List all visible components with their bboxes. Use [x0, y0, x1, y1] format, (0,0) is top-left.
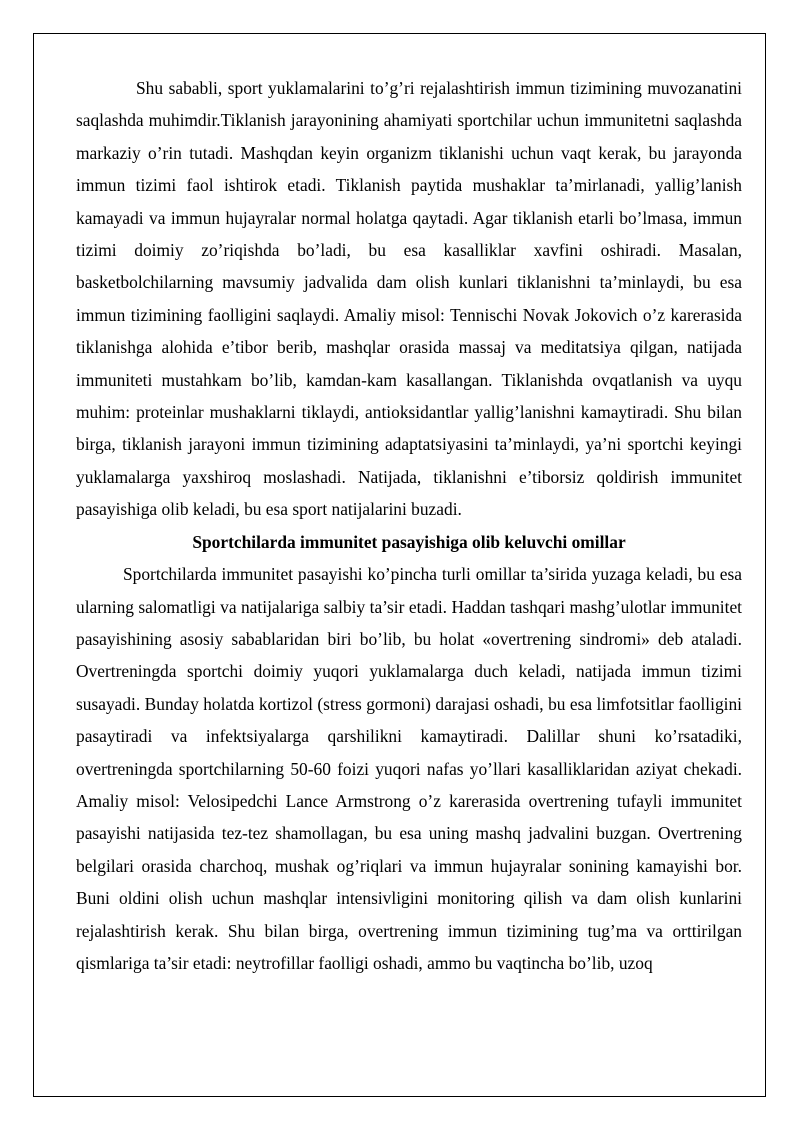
body-paragraph: Sportchilarda immunitet pasayishi ko’pincha turli omillar ta’sirida yuzaga keladi, bu esa ularning salomatligi va natijalariga salbiy ta’sir etadi. Haddan tashqari mashg’ulotlar immunitet pasayishining asosiy sabablaridan biri bo’lib, bu holat «overtrening sindromi» deb ataladi. Overtreningda sportchi doimiy yuqori yuklamalarga duch keladi, natijada immun tizimi susayadi. Bunday holatda kortizol (stress gormoni) darajasi oshadi, bu esa limfotsitlar faolligini pasaytiradi va infektsiyalarga qarshilikni kamaytiradi. Dalillar shuni ko’rsatadiki, overtreningda sportchilarning 50-60 foizi yuqori nafas yo’llari kasalliklaridan aziyat chekadi. Amaliy misol: Velosipedchi Lance Armstrong o’z karerasida overtrening tufayli immunitet pasayishi natijasida tez-tez shamollagan, bu esa uning mashq jadvalini buzgan. Overtrening belgilari orasida charchoq, mushak og’riqlari va immun hujayralar sonining kamayishi bor. Buni oldini olish uchun mashqlar intensivligini monitoring qilish va dam olish kunlarini rejalashtirish kerak. Shu bilan birga, overtrening immun tizimining tug’ma va orttirilgan qismlariga ta’sir etadi: neytrofillar faolligi oshadi, ammo bu vaqtincha bo’lib, uzoq [76, 564, 742, 973]
document-body [76, 72, 742, 979]
section-heading: Sportchilarda immunitet pasayishiga olib keluvchi omillar [192, 531, 626, 552]
body-paragraph: Shu sababli, sport yuklamalarini to’g’ri rejalashtirish immun tizimining muvozanatini saqlashda muhimdir.Tiklanish jarayonining ahamiyati sportchilar uchun immunitetni saqlashda markaziy o’rin tutadi. Mashqdan keyin organizm tiklanishi uchun vaqt kerak, bu jarayonda immun tizimi faol ishtirok etadi. Tiklanish paytida mushaklar ta’mirlanadi, yallig’lanish kamayadi va immun hujayralar normal holatga qaytadi. Agar tiklanish etarli bo’lmasa, immun tizimi doimiy zo’riqishda bo’ladi, bu esa kasalliklar xavfini oshiradi. Masalan, basketbolchilarning mavsumiy jadvalida dam olish kunlari tiklanishni ta’minlaydi, bu esa immun tizimining faolligini saqlaydi. Amaliy misol: Tennischi Novak Jokovich o’z karerasida tiklanishga alohida e’tibor berib, mashqlar orasida massaj va meditatsiya qilgan, natijada immuniteti mustahkam bo’lib, kamdan-kam kasallangan. Tiklanishda ovqatlanish va uyqu muhim: proteinlar mushaklarni tiklaydi, antioksidantlar yallig’lanishni kamaytiradi. Shu bilan birga, tiklanish jarayoni immun tizimining adaptatsiyasini ta’minlaydi, ya’ni sportchi keyingi yuklamalarga yaxshiroq moslashadi. Natijada, tiklanishni e’tiborsiz qoldirish immunitet pasayishiga olib keladi, bu esa sport natijalarini buzadi. [76, 78, 742, 520]
